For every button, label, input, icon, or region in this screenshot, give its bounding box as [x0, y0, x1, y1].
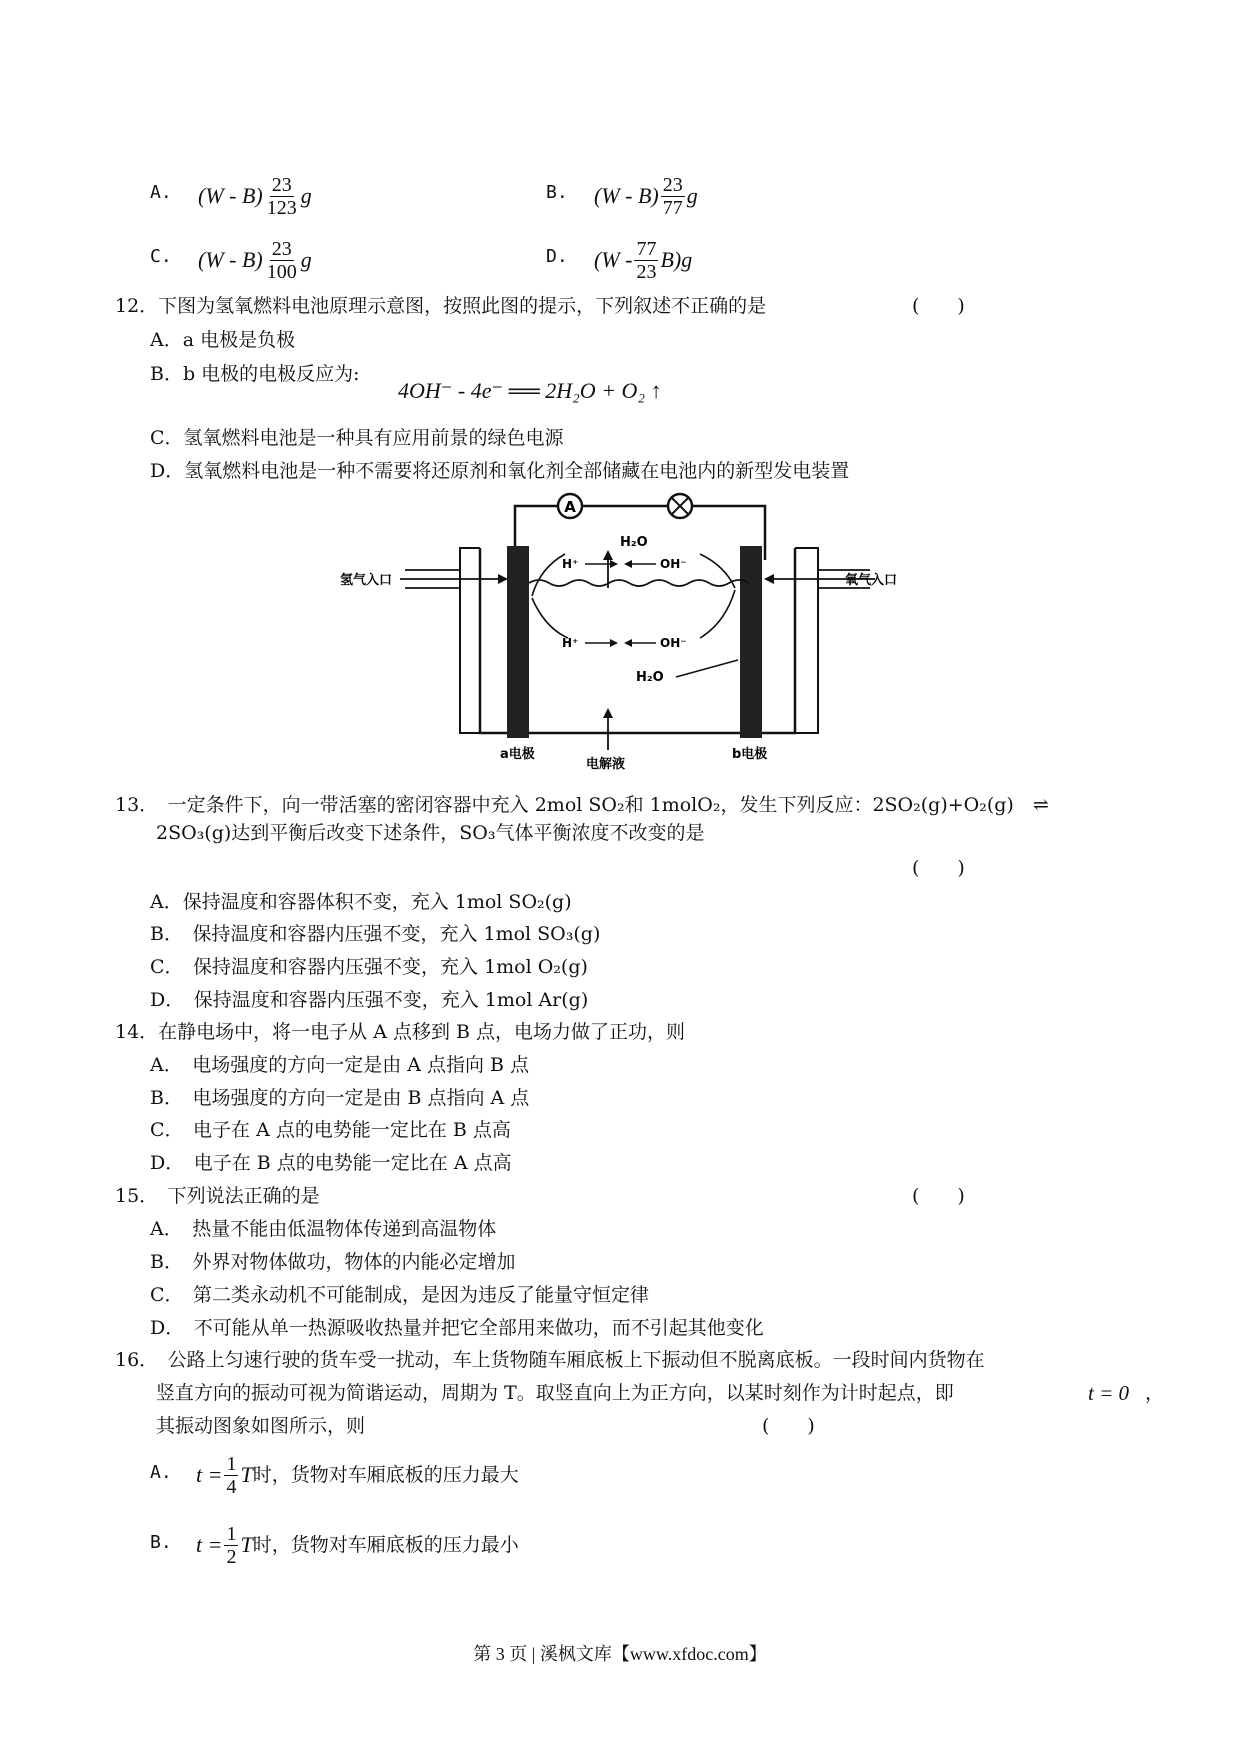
- q13-option-c: C． 保持温度和容器内压强不变，充入 1mol O₂(g): [150, 956, 588, 978]
- q15-option-d: D． 不可能从单一热源吸收热量并把它全部用来做功，而不引起其他变化: [150, 1317, 764, 1339]
- q11-a-left: (W - B): [198, 183, 263, 208]
- q16-answer-paren: ( ): [762, 1415, 815, 1437]
- q11-option-d-label: D.: [546, 246, 568, 267]
- q16-b-text: 时，货物对车厢底板的压力最小: [252, 1534, 519, 1556]
- h2o-right-pointer: [676, 660, 738, 677]
- external-circuit-wire: [515, 506, 765, 560]
- lower-curve-right: [700, 590, 735, 638]
- electrode-a-label: a电极: [500, 747, 535, 762]
- q16-option-b: [196, 1516, 519, 1574]
- water-surface: [529, 580, 749, 586]
- q11-d-den: 23: [636, 260, 657, 283]
- q11-a-den: 123: [266, 196, 297, 219]
- q13-option-a: A．保持温度和容器体积不变，充入 1mol SO₂(g): [150, 891, 572, 913]
- q14-option-a: A． 电场强度的方向一定是由 A 点指向 B 点: [150, 1054, 530, 1076]
- q15-option-a: A． 热量不能由低温物体传递到高温物体: [150, 1218, 497, 1240]
- q16-stem-line1: 16． 公路上匀速行驶的货车受一扰动，车上货物随车厢底板上下振动但不脱离底板。一段时间内货物在: [115, 1349, 985, 1371]
- h-plus-lower-arrowhead: [610, 639, 618, 647]
- q12-option-d: D．氢氧燃料电池是一种不需要将还原剂和氧化剂全部储藏在电池内的新型发电装置: [150, 460, 850, 482]
- right-chamber: [795, 548, 818, 733]
- q13-option-d: D． 保持温度和容器内压强不变，充入 1mol Ar(g): [150, 989, 589, 1011]
- q14-option-d: D． 电子在 B 点的电势能一定比在 A 点高: [150, 1152, 512, 1174]
- q16-comma: ，: [1145, 1382, 1165, 1404]
- diagram-h2o-right: H₂O: [636, 670, 664, 685]
- electrode-b: [740, 546, 762, 738]
- diagram-h2o-top: H₂O: [620, 535, 648, 550]
- water-up-arrowhead: [603, 550, 613, 560]
- left-inlet-label: 氢气入口: [340, 573, 393, 588]
- q11-option-d-expr: [594, 232, 692, 288]
- q11-option-c-label: C.: [150, 246, 172, 267]
- q14-option-c: C． 电子在 A 点的电势能一定比在 B 点高: [150, 1119, 511, 1141]
- h-plus-upper: H⁺: [562, 557, 579, 571]
- q11-c-left: (W - B): [198, 247, 263, 272]
- q11-option-c-expr: [198, 232, 312, 288]
- q11-b-right: g: [686, 183, 698, 208]
- ammeter-label: A: [564, 498, 576, 516]
- q16-a-num: 1: [226, 1452, 237, 1475]
- q15-stem: 15． 下列说法正确的是: [115, 1185, 320, 1207]
- q11-option-b-label: B.: [546, 182, 568, 203]
- electrode-a: [507, 546, 529, 738]
- q11-option-b-expr: [594, 168, 698, 224]
- q11-c-den: 100: [266, 260, 297, 283]
- q15-option-b: B． 外界对物体做功，物体的内能必定增加: [150, 1251, 516, 1273]
- fuel-cell-diagram: [340, 488, 910, 770]
- upper-curve-left: [532, 554, 565, 596]
- left-chamber: [460, 548, 480, 733]
- electrolyte-label: 电解液: [586, 757, 626, 770]
- q12-option-a: A．a 电极是负极: [150, 329, 296, 351]
- electrode-b-label: b电极: [732, 747, 768, 762]
- q12-answer-paren: ( ): [912, 295, 965, 317]
- q11-option-a-expr: [198, 168, 312, 224]
- q14-stem: 14．在静电场中，将一电子从 A 点移到 B 点，电场力做了正功，则: [115, 1021, 686, 1043]
- q12-option-b: B．b 电极的电极反应为:: [150, 363, 360, 385]
- q16-a-T: T: [240, 1462, 253, 1487]
- q11-a-num: 23: [271, 173, 292, 196]
- h-plus-lower: H⁺: [562, 636, 579, 650]
- q16-option-b-label: B.: [150, 1532, 172, 1553]
- q16-option-a-label: A.: [150, 1462, 172, 1483]
- q16-b-den: 2: [226, 1545, 237, 1568]
- q11-d-num: 77: [636, 237, 657, 260]
- q15-answer-paren: ( ): [912, 1185, 965, 1207]
- q11-d-left: (W -: [594, 247, 633, 272]
- q16-a-text: 时，货物对车厢底板的压力最大: [252, 1464, 519, 1486]
- q11-c-num: 23: [271, 237, 292, 260]
- right-inlet-label: 氧气入口: [845, 573, 898, 588]
- q16-option-a: [196, 1446, 519, 1504]
- oh-minus-lower: OH⁻: [660, 636, 687, 650]
- lower-curve-left: [532, 598, 568, 638]
- q16-t-zero: t = 0: [1088, 1381, 1130, 1405]
- q11-b-num: 23: [662, 173, 683, 196]
- q11-b-left: (W - B): [594, 183, 659, 208]
- q16-b-num: 1: [226, 1522, 237, 1545]
- q11-option-a-label: A.: [150, 182, 172, 203]
- q16-a-den: 4: [226, 1475, 237, 1498]
- q15-option-c: C． 第二类永动机不可能制成，是因为违反了能量守恒定律: [150, 1284, 650, 1306]
- q16-stem-line2: 竖直方向的振动可视为简谐运动，周期为 T。取竖直向上为正方向，以某时刻作为计时起点，即: [156, 1382, 954, 1404]
- q16-a-t: t =: [196, 1462, 223, 1487]
- q12-option-c: C．氢氧燃料电池是一种具有应用前景的绿色电源: [150, 427, 564, 449]
- q16-b-T: T: [240, 1532, 253, 1557]
- oh-minus-upper: OH⁻: [660, 557, 687, 571]
- oxygen-arrowhead: [764, 574, 774, 584]
- q11-b-den: 77: [662, 196, 683, 219]
- q11-c-right: g: [300, 247, 312, 272]
- q13-option-b: B． 保持温度和容器内压强不变，充入 1mol SO₃(g): [150, 923, 601, 945]
- hydrogen-arrowhead: [498, 574, 508, 584]
- oh-upper-arrowhead: [624, 560, 632, 568]
- electrolyte-arrowhead: [603, 708, 613, 718]
- q13-stem-line2: 2SO₃(g)达到平衡后改变下述条件，SO₃气体平衡浓度不改变的是: [156, 822, 705, 844]
- q13-stem-line1: 13． 一定条件下，向一带活塞的密闭容器中充入 2mol SO₂和 1molO₂，发生下列反应：2SO₂(g)+O₂(g) ⇌: [115, 794, 1049, 816]
- q12-equation: 4OH⁻ - 4e⁻ ══ 2H₂O + O₂ ↑: [398, 378, 662, 403]
- q16-b-t: t =: [196, 1532, 223, 1557]
- page-footer: 第 3 页 | 溪枫文库【www.xfdoc.com】: [473, 1644, 767, 1664]
- q14-option-b: B． 电场强度的方向一定是由 B 点指向 A 点: [150, 1087, 530, 1109]
- q11-a-right: g: [300, 183, 312, 208]
- q11-d-right: B)g: [660, 247, 693, 272]
- q16-stem-line3: 其振动图象如图所示，则: [156, 1415, 366, 1437]
- q12-stem: 12．下图为氢氧燃料电池原理示意图，按照此图的提示，下列叙述不正确的是: [115, 295, 767, 317]
- oh-lower-arrowhead: [624, 639, 632, 647]
- q13-answer-paren: ( ): [912, 857, 965, 879]
- h-plus-upper-arrowhead: [610, 560, 618, 568]
